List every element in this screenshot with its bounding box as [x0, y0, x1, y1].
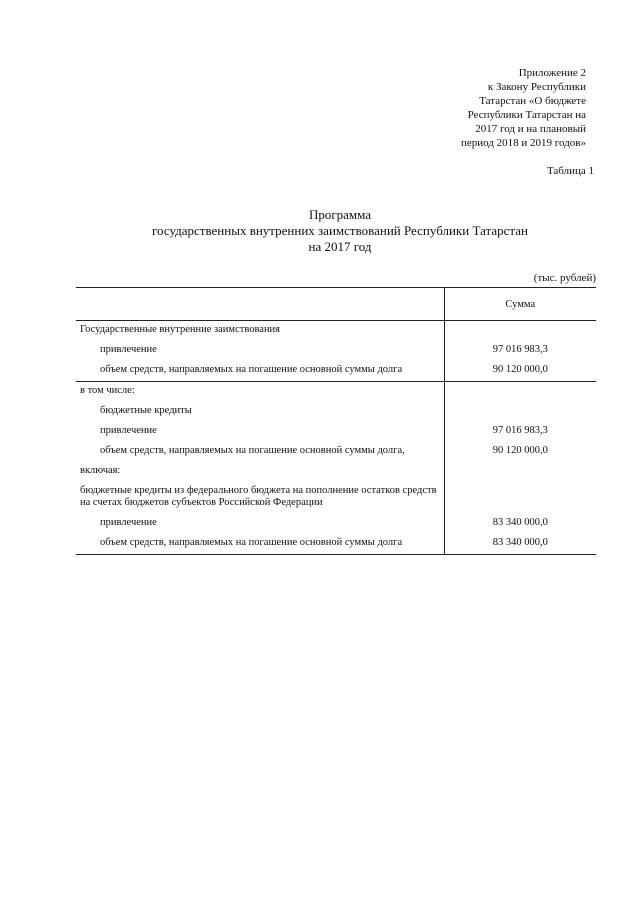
row-name: привлечение — [76, 514, 444, 534]
units-label: (тыс. рублей) — [533, 272, 596, 284]
row-value: 90 120 000,0 — [492, 445, 548, 456]
row-value: 97 016 983,3 — [492, 425, 548, 436]
table-row — [76, 482, 596, 514]
appendix-line: к Закону Республики — [487, 81, 586, 93]
appendix-line: Приложение 2 — [518, 67, 586, 79]
row-name: включая: — [76, 462, 444, 482]
title-line: Программа — [308, 207, 372, 222]
table-row — [76, 442, 596, 462]
table-header-row — [76, 288, 596, 321]
title-line: на 2017 год — [308, 239, 372, 254]
table-row — [76, 422, 596, 442]
appendix-line: 2017 год и на плановый — [475, 123, 586, 135]
table-row — [76, 514, 596, 534]
row-name: Государственные внутренние заимствования — [76, 321, 444, 342]
appendix-line: период 2018 и 2019 годов» — [460, 137, 586, 149]
row-name: объем средств, направляемых на погашение основной суммы долга, — [76, 442, 444, 462]
row-name: привлечение — [76, 422, 444, 442]
row-value: 97 016 983,3 — [492, 344, 548, 355]
row-name: объем средств, направляемых на погашение основной суммы долга — [76, 361, 444, 382]
row-value — [444, 382, 596, 403]
header-name-cell — [76, 288, 444, 321]
table-row — [76, 534, 596, 554]
row-name: привлечение — [76, 341, 444, 361]
row-value — [444, 402, 596, 422]
appendix-note — [400, 66, 586, 150]
row-name: бюджетные кредиты из федерального бюджета на пополнение остатков средств на счетах бюджетов субъектов Российской Федерации — [76, 482, 444, 514]
row-value — [444, 462, 596, 482]
row-name: объем средств, направляемых на погашение основной суммы долга — [76, 534, 444, 554]
borrowing-table — [76, 287, 596, 555]
row-value: 83 340 000,0 — [492, 517, 548, 528]
row-name: бюджетные кредиты — [76, 402, 444, 422]
appendix-line: Республики Татарстан на — [467, 109, 586, 121]
row-value: 90 120 000,0 — [492, 364, 548, 375]
table-row — [76, 321, 596, 342]
table-row — [76, 382, 596, 403]
appendix-line: Татарстан «О бюджете — [479, 95, 586, 107]
title-line: государственных внутренних заимствований Республики Татарстан — [152, 223, 528, 238]
row-name: в том числе: — [76, 382, 444, 403]
header-sum-cell: Сумма — [444, 288, 596, 321]
table-row — [76, 402, 596, 422]
row-value: 83 340 000,0 — [492, 537, 548, 548]
row-value — [444, 482, 596, 514]
table-row — [76, 462, 596, 482]
table-row — [76, 341, 596, 361]
table-number: Таблица 1 — [546, 165, 594, 177]
row-value — [444, 321, 596, 342]
table-row — [76, 361, 596, 382]
document-title — [100, 207, 580, 255]
